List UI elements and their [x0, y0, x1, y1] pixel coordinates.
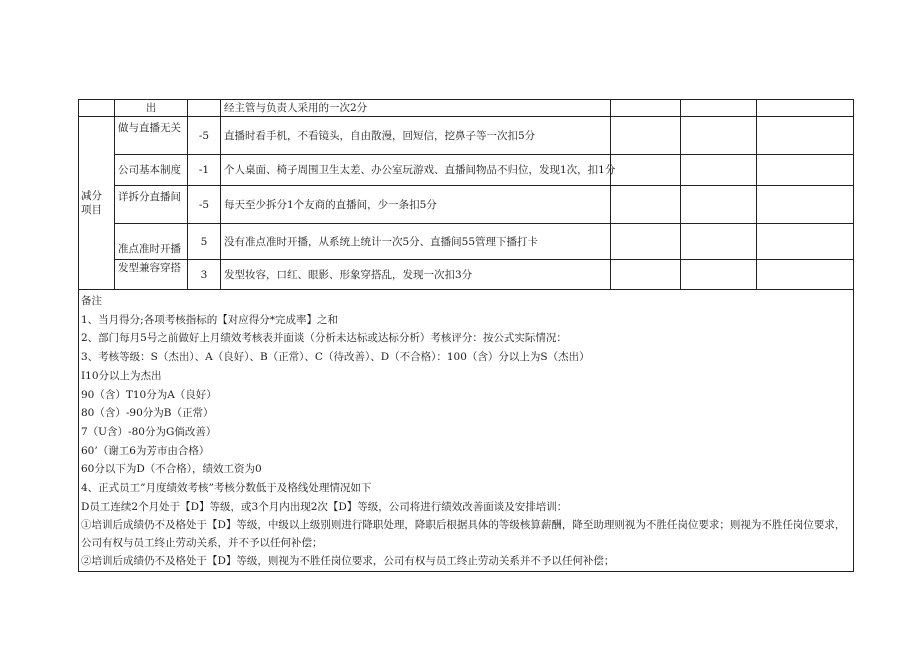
blank-cell [681, 117, 757, 155]
blank-cell [681, 100, 757, 117]
item-cell: 准点准时开播 [115, 224, 188, 260]
note-line: I10分以上为杰出 [81, 369, 162, 382]
note-line: 2、部门每月5号之前做好上月绩效考核表并面谈（分析未达标或达标分析）考核评分：按公式实际情况： [81, 332, 567, 345]
blank-cell [611, 186, 681, 224]
blank-cell [757, 260, 854, 290]
table-row [79, 224, 854, 260]
item-cell: 详拆分直播间 [115, 186, 188, 224]
score-cell: -5 [188, 186, 221, 224]
note-line: 60’（谢工6为芳市由合格） [81, 444, 210, 457]
notes-cell [79, 290, 854, 572]
description-cell: 经主管与负责人采用的一次2分 [221, 100, 611, 117]
blank-cell [611, 155, 681, 186]
note-line: ②培训后成绩仍不及格处于【D】等级，则视为不胜任岗位要求，公司有权与员工终止劳动关系并不予以任何补偿； [81, 555, 615, 568]
score-cell: 3 [188, 260, 221, 290]
note-line: D员工连续2个月处于【D】等级，或3个月内出现2次【D】等级，公司将进行绩效改善面谈及安排培训： [81, 500, 568, 513]
score-cell [188, 100, 221, 117]
score-cell: -1 [188, 155, 221, 186]
description-cell: 直播时看手机，不看镜头，自由散漫，回短信，挖鼻子等一次扣5分 [221, 117, 611, 155]
assessment-sheet [78, 99, 852, 568]
description-cell: 发型妆容，口红、眼影、形象穿搭乱，发现一次扣3分 [221, 260, 611, 290]
note-line: 4、正式员工”月度绩效考核”考核分数低于及格线处理情况如下 [81, 482, 372, 495]
blank-cell [757, 155, 854, 186]
score-cell: -5 [188, 117, 221, 155]
blank-cell [757, 117, 854, 155]
description-cell: 没有准点准时开播，从系统上统计一次5分、直播间55管理下播打卡 [221, 224, 611, 260]
category-cell-empty [79, 100, 115, 117]
table-row [79, 186, 854, 224]
note-line: 7（U含）-80分为G倘改善） [81, 425, 217, 438]
blank-cell [611, 100, 681, 117]
description-cell: 每天至少拆分1个友商的直播间，少一条扣5分 [221, 186, 611, 224]
item-cell: 做与直播无关 [115, 117, 188, 155]
blank-cell [681, 224, 757, 260]
table-row [79, 155, 854, 186]
table-row [79, 100, 854, 117]
note-line: 80（含）-90分为B（正常） [81, 407, 214, 420]
notes-row [79, 290, 854, 572]
blank-cell [681, 186, 757, 224]
note-line: 90（含）T10分为A（良好） [81, 388, 217, 401]
table-row [79, 117, 854, 155]
notes-title: 备注 [81, 295, 102, 307]
score-cell: 5 [188, 224, 221, 260]
description-cell: 个人桌面、椅子周围卫生太差、办公室玩游戏、直播间物品不归位，发现1次，扣1分 [221, 155, 611, 186]
blank-cell [611, 260, 681, 290]
blank-cell [681, 260, 757, 290]
note-line: 60分以下为D（不合格），绩效工资为0 [81, 463, 262, 476]
blank-cell [681, 155, 757, 186]
note-line: 1、当月得分;各项考核指标的【对应得分*完成率】之和 [81, 313, 338, 326]
item-cell: 公司基本制度 [115, 155, 188, 186]
blank-cell [757, 100, 854, 117]
blank-cell [611, 224, 681, 260]
note-line: ①培训后成绩仍不及格处于【D】等级，中级以上级别则进行降职处理，降职后根据具体的等级核算薪酬，降至助理则视为不胜任岗位要求；则视为不胜任岗位要求，公司有权与员工终止劳动关系，并不予以任何补偿； [81, 519, 846, 550]
blank-cell [757, 186, 854, 224]
item-cell: 发型兼容穿搭 [115, 260, 188, 290]
table-row [79, 260, 854, 290]
assessment-table [78, 99, 854, 572]
blank-cell [757, 224, 854, 260]
item-cell: 出 [115, 100, 188, 117]
deduction-category-cell: 减分项目 [79, 117, 115, 290]
note-line: 3、考核等级：S（杰出）、A（良好）、B（正常）、C（待改善）、D（不合格）：100（含）分以上为S（杰出） [81, 351, 590, 364]
blank-cell [611, 117, 681, 155]
